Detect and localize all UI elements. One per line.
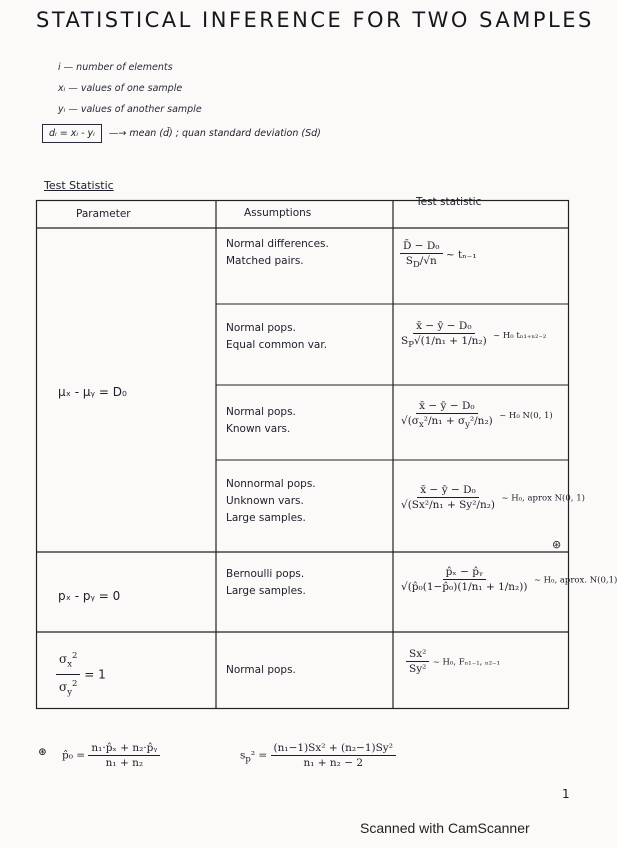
- distribution-label: ~ H₀, aprox N(0, 1): [501, 493, 585, 504]
- parameter-var-ratio: $\frac{\sigma_x^2}{\sigma_y^2}$ = 1: [56, 648, 106, 702]
- mean-text: —→ mean (d̄) ; quan standard deviation (Sd): [108, 128, 321, 139]
- pooled-proportion-formula: p̂₀ = $\frac{\text{n₁·p̂ₓ + n₂·p̂ᵧ}}{\text{n₁ + n₂}}$: [62, 742, 160, 769]
- assumption-line: Normal differences.: [226, 238, 329, 250]
- table-grid: [36, 200, 569, 709]
- assumptions-row-2: [226, 320, 327, 354]
- parameter-prop-diff: pₓ - pᵧ = 0: [58, 589, 121, 603]
- assumption-line: Normal pops.: [226, 664, 296, 676]
- section-heading: Test Statistic: [44, 179, 114, 192]
- test-statistic-table: [36, 196, 617, 709]
- distribution-label: ~ H₀, Fₙ₁₋₁, ₙ₂₋₁: [432, 657, 500, 668]
- statistic-row-6: $\frac{\text{Sx²}}{\text{Sy²}}$ ~ H₀, Fₙ₁₋₁, ₙ₂₋₁: [406, 648, 500, 675]
- mean-definition: [42, 124, 321, 143]
- page-number: 1: [562, 787, 570, 801]
- statistic-row-3: $\frac{\text{x̄ − ȳ − D₀}}{√(\sigma_x^2/n_1 + \sigma_y^2/n_2)}$ ~ H₀ N(0, 1): [401, 400, 553, 431]
- assumption-line: Unknown vars.: [226, 495, 304, 507]
- assumptions-row-4: [226, 476, 316, 527]
- header-test-statistic: Test statistic: [416, 196, 482, 208]
- page-title: STATISTICAL INFERENCE FOR TWO SAMPLES: [36, 8, 594, 32]
- assumption-line: Large samples.: [226, 585, 306, 597]
- definition-x: xᵢ — values of one sample: [58, 83, 183, 94]
- footnote-marker-icon: ⊛: [38, 746, 47, 758]
- assumption-line: Normal pops.: [226, 322, 296, 334]
- distribution-label: ~ H₀, aprox. N(0,1): [533, 575, 617, 586]
- parameter-mean-diff: μₓ - μᵧ = D₀: [58, 385, 127, 399]
- assumption-line: Large samples.: [226, 512, 306, 524]
- assumption-line: Bernoulli pops.: [226, 568, 305, 580]
- header-assumptions: Assumptions: [244, 207, 312, 219]
- scanner-watermark: Scanned with CamScanner: [360, 820, 530, 836]
- assumptions-row-6: [226, 662, 296, 679]
- distribution-label: ~ H₀ N(0, 1): [499, 411, 553, 422]
- pooled-variance-formula: $s_p^2$ = $\frac{\text{(n₁−1)Sx² + (n₂−1)Sy²}}{\text{n₁ + n₂ − 2}}$: [240, 742, 396, 769]
- assumption-line: Equal common var.: [226, 339, 328, 351]
- assumption-line: Matched pairs.: [226, 255, 304, 267]
- footnote-marker-icon: ⊛: [552, 538, 562, 551]
- statistic-row-4: $\frac{\text{x̄ − ȳ − D₀}}{\text{√(Sx²/n₁ + Sy²/n₂)}}$ ~ H₀, aprox N(0, 1): [401, 484, 585, 511]
- definition-y: yᵢ — values of another sample: [58, 104, 202, 115]
- distribution-label: ~ H₀ tₙ₁₊ₙ₂₋₂: [493, 331, 547, 342]
- assumptions-row-1: [226, 236, 329, 270]
- var-ratio-tail: = 1: [84, 667, 106, 682]
- definition-i: i — number of elements: [58, 62, 173, 73]
- assumptions-row-5: [226, 566, 306, 600]
- header-parameter: Parameter: [76, 208, 131, 220]
- assumption-line: Known vars.: [226, 423, 291, 435]
- statistic-row-5: $\frac{\text{p̂ₓ − p̂ᵧ}}{\text{√(p̂₀(1−p̂₀)(1/n₁ + 1/n₂))}}$ ~ H₀, aprox. N(0,1): [401, 566, 617, 593]
- assumption-line: Normal pops.: [226, 406, 296, 418]
- assumption-line: Nonnormal pops.: [226, 478, 316, 490]
- difference-box: dᵢ = xᵢ - yᵢ: [42, 124, 102, 143]
- statistic-row-1: $\frac{\text{D̄ − D₀}}{S_D/√n}$ ~ tₙ₋₁: [400, 240, 477, 270]
- distribution-label: ~ tₙ₋₁: [445, 249, 477, 262]
- statistic-row-2: $\frac{\text{x̄ − ȳ − D₀}}{S_P√(1/n_1 + 1/n_2)}$ ~ H₀ tₙ₁₊ₙ₂₋₂: [401, 320, 547, 351]
- assumptions-row-3: [226, 404, 296, 438]
